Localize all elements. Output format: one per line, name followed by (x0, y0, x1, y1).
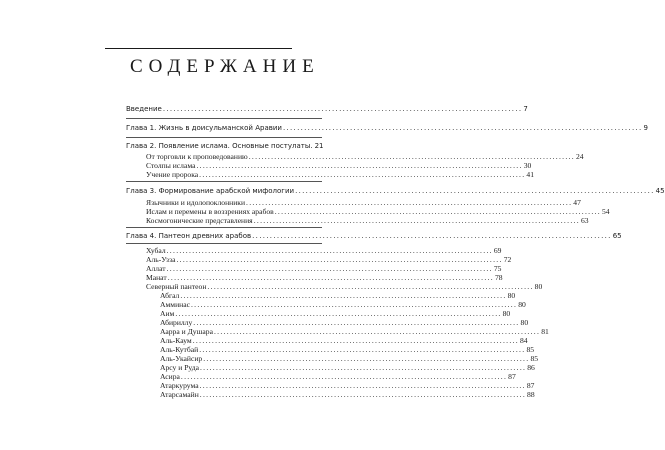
toc-label: Аль-Кутбай (160, 345, 199, 354)
toc-label: Аим (160, 309, 175, 318)
toc-page: 54 (601, 207, 610, 216)
toc-label: Атаркурума (160, 381, 199, 390)
toc-page: 87 (526, 381, 535, 390)
page-title: СОДЕРЖАНИЕ (130, 56, 320, 77)
toc-label: Аль-Каум (160, 336, 192, 345)
toc-page: 72 (503, 255, 512, 264)
toc-subentry[interactable] (146, 264, 502, 273)
toc-label: Учение пророка (146, 170, 199, 179)
dot-leader: ...................................................................................................... (162, 105, 523, 113)
toc-label: Асира (160, 372, 180, 381)
dot-leader: ...................................................................................................... (199, 381, 526, 390)
dot-leader: ...................................................................................................... (203, 354, 530, 363)
toc-label: Абириллу (160, 318, 193, 327)
toc-subsubentry[interactable] (160, 363, 535, 372)
toc-subsubentry[interactable] (160, 309, 511, 318)
toc-subsubentry[interactable] (160, 327, 549, 336)
dot-leader: ...................................................................................................... (248, 152, 575, 161)
divider (126, 137, 322, 138)
dot-leader: ...................................................................................................... (180, 291, 507, 300)
toc-label: Аллат (146, 264, 166, 273)
toc-label: Аль-Узза (146, 255, 176, 264)
toc-label: Арсу и Руда (160, 363, 199, 372)
toc-page: 45 (655, 187, 665, 195)
toc-page: 24 (575, 152, 584, 161)
dot-leader: ...................................................................................................... (295, 187, 655, 195)
toc-label: Введение (126, 105, 162, 113)
toc-label: От торговли к проповедованию (146, 152, 248, 161)
dot-leader: ...................................................................................................... (199, 345, 526, 354)
toc-page: 78 (494, 273, 503, 282)
toc-label: Аль-Укайсир (160, 354, 203, 363)
toc-label: Аарра и Душара (160, 327, 213, 336)
toc-page: 80 (518, 300, 526, 309)
toc-entry-chapter-2[interactable] (126, 142, 324, 151)
toc-subsubentry[interactable] (160, 318, 529, 327)
toc-subsubentry[interactable] (160, 372, 516, 381)
toc-subentry[interactable] (146, 282, 543, 291)
toc-subentry[interactable] (146, 170, 535, 179)
dot-leader: ...................................................................................................... (193, 318, 520, 327)
toc-subentry[interactable] (146, 273, 503, 282)
toc-page: 81 (541, 327, 549, 336)
divider (126, 243, 322, 244)
toc-page: 65 (612, 232, 622, 240)
toc-page: 30 (523, 161, 532, 170)
toc-subentry[interactable] (146, 152, 584, 161)
toc-subentry[interactable] (146, 246, 502, 255)
divider (126, 227, 322, 228)
toc-label: Глава 3. Формирование арабской мифологии (126, 187, 295, 195)
dot-leader: ...................................................................................................... (252, 232, 612, 240)
toc-page: 69 (493, 246, 502, 255)
toc-entry-intro[interactable] (126, 105, 528, 114)
toc-label: Глава 4. Пантеон древних арабов (126, 232, 252, 240)
dot-leader: ...................................................................................................... (167, 273, 494, 282)
toc-label: Северный пантеон (146, 282, 207, 291)
divider (126, 118, 322, 119)
toc-label: Ислам и перемены в воззрениях арабов (146, 207, 274, 216)
toc-page: 47 (573, 198, 581, 207)
toc-subentry[interactable] (146, 198, 581, 207)
toc-page: 85 (530, 354, 539, 363)
dot-leader: ...................................................................................................... (274, 207, 601, 216)
toc-subsubentry[interactable] (160, 300, 526, 309)
toc-label: Космогонические представления (146, 216, 253, 225)
toc-page: 86 (527, 363, 535, 372)
dot-leader: ...................................................................................................... (192, 336, 519, 345)
divider (126, 181, 322, 182)
toc-label: Абгал (160, 291, 180, 300)
dot-leader: ...................................................................................................... (190, 300, 518, 309)
toc-page: 9 (643, 124, 648, 132)
dot-leader: ...................................................................................................... (166, 264, 493, 273)
toc-page: 21 (314, 142, 324, 150)
dot-leader: ...................................................................................................... (282, 124, 643, 132)
dot-leader: ...................................................................................................... (246, 198, 573, 207)
toc-entry-chapter-4[interactable] (126, 232, 622, 241)
toc-page: 84 (519, 336, 528, 345)
dot-leader: ...................................................................................................... (180, 372, 508, 381)
toc-subsubentry[interactable] (160, 291, 516, 300)
toc-subentry[interactable] (146, 161, 532, 170)
toc-page: 41 (526, 170, 535, 179)
dot-leader: ...................................................................................................... (199, 170, 526, 179)
dot-leader: ...................................................................................................... (196, 161, 523, 170)
dot-leader: ...................................................................................................... (175, 309, 502, 318)
top-rule (105, 48, 292, 49)
toc-subentry[interactable] (146, 255, 512, 264)
toc-subsubentry[interactable] (160, 354, 539, 363)
toc-label: Атарсамайн (160, 390, 199, 399)
toc-page: 80 (502, 309, 511, 318)
dot-leader: ...................................................................................................... (199, 363, 527, 372)
toc-subsubentry[interactable] (160, 381, 535, 390)
toc-subsubentry[interactable] (160, 390, 535, 399)
toc-page: 80 (534, 282, 543, 291)
dot-leader: ...................................................................................................... (199, 390, 527, 399)
dot-leader: ...................................................................................................... (166, 246, 493, 255)
toc-label: Язычники и идолопоклонники (146, 198, 246, 207)
toc-label: Хубал (146, 246, 166, 255)
toc-label: Глава 2. Появление ислама. Основные постулаты. (126, 142, 313, 150)
toc-label: Манат (146, 273, 167, 282)
toc-subsubentry[interactable] (160, 345, 535, 354)
toc-page: 80 (520, 318, 529, 327)
toc-subentry[interactable] (146, 216, 589, 225)
toc-entry-chapter-1[interactable] (126, 124, 648, 133)
dot-leader: ...................................................................................................... (207, 282, 534, 291)
toc-page: 75 (493, 264, 502, 273)
toc-entry-chapter-3[interactable] (126, 187, 665, 196)
toc-label: Амминас (160, 300, 190, 309)
dot-leader: ...................................................................................................... (253, 216, 580, 225)
toc-page: 88 (527, 390, 535, 399)
toc-subsubentry[interactable] (160, 336, 528, 345)
toc-page: 7 (523, 105, 528, 113)
toc-page: 80 (507, 291, 516, 300)
dot-leader: ...................................................................................................... (213, 327, 541, 336)
toc-page: 63 (580, 216, 589, 225)
toc-label: Глава 1. Жизнь в доисульманской Аравии (126, 124, 282, 132)
toc-subentry[interactable] (146, 207, 610, 216)
toc-page: 85 (526, 345, 535, 354)
toc-label: Столпы ислама (146, 161, 196, 170)
dot-leader: ...................................................................................................... (176, 255, 503, 264)
toc-page: 87 (508, 372, 516, 381)
